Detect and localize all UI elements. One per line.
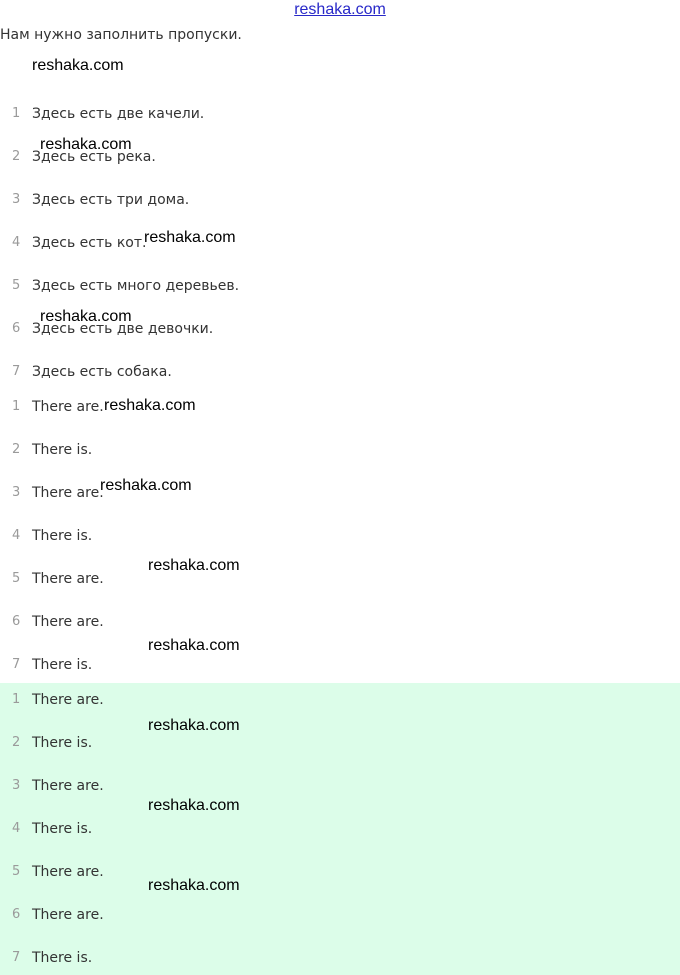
item-number: 3 xyxy=(12,192,21,207)
watermark: reshaka.com xyxy=(100,477,192,494)
item-text: Здесь есть река. xyxy=(32,149,156,165)
item-text: There is. xyxy=(32,735,93,751)
item-number: 5 xyxy=(12,278,21,293)
item-number: 5 xyxy=(12,864,21,879)
item-text: There is. xyxy=(32,950,93,966)
watermark: reshaka.com xyxy=(148,877,240,894)
item-number: 1 xyxy=(12,106,21,121)
item-text: There are. xyxy=(32,399,104,415)
watermark: reshaka.com xyxy=(148,637,240,654)
item-number: 2 xyxy=(12,735,21,750)
item-number: 3 xyxy=(12,485,21,500)
item-number: 2 xyxy=(12,149,21,164)
item-text: There is. xyxy=(32,657,93,673)
answers-highlight xyxy=(0,683,680,975)
item-number: 3 xyxy=(12,778,21,793)
watermark: reshaka.com xyxy=(104,397,196,414)
item-number: 4 xyxy=(12,821,21,836)
item-number: 1 xyxy=(12,692,21,707)
item-text: There are. xyxy=(32,907,104,923)
intro-text: Нам нужно заполнить пропуски. xyxy=(0,27,242,43)
item-text: There are. xyxy=(32,778,104,794)
item-number: 2 xyxy=(12,442,21,457)
item-text: There is. xyxy=(32,442,93,458)
item-text: Здесь есть собака. xyxy=(32,364,172,380)
item-text: Здесь есть две девочки. xyxy=(32,321,214,337)
watermark: reshaka.com xyxy=(40,308,132,325)
item-text: There are. xyxy=(32,571,104,587)
watermark: reshaka.com xyxy=(144,229,236,246)
watermark: reshaka.com xyxy=(40,136,132,153)
item-number: 5 xyxy=(12,571,21,586)
item-text: Здесь есть кот. xyxy=(32,235,147,251)
site-link[interactable]: reshaka.com xyxy=(294,1,386,18)
item-text: There are. xyxy=(32,864,104,880)
item-text: There are. xyxy=(32,485,104,501)
item-number: 7 xyxy=(12,950,21,965)
item-text: There are. xyxy=(32,614,104,630)
watermark: reshaka.com xyxy=(148,797,240,814)
item-number: 6 xyxy=(12,321,21,336)
watermark: reshaka.com xyxy=(148,557,240,574)
item-text: Здесь есть три дома. xyxy=(32,192,190,208)
item-number: 1 xyxy=(12,399,21,414)
item-text: There is. xyxy=(32,821,93,837)
item-number: 7 xyxy=(12,657,21,672)
watermark: reshaka.com xyxy=(32,57,124,74)
item-text: Здесь есть две качели. xyxy=(32,106,205,122)
item-number: 4 xyxy=(12,235,21,250)
item-text: There is. xyxy=(32,528,93,544)
item-number: 4 xyxy=(12,528,21,543)
item-number: 6 xyxy=(12,907,21,922)
item-number: 7 xyxy=(12,364,21,379)
item-text: There are. xyxy=(32,692,104,708)
item-number: 6 xyxy=(12,614,21,629)
item-text: Здесь есть много деревьев. xyxy=(32,278,240,294)
watermark: reshaka.com xyxy=(148,717,240,734)
